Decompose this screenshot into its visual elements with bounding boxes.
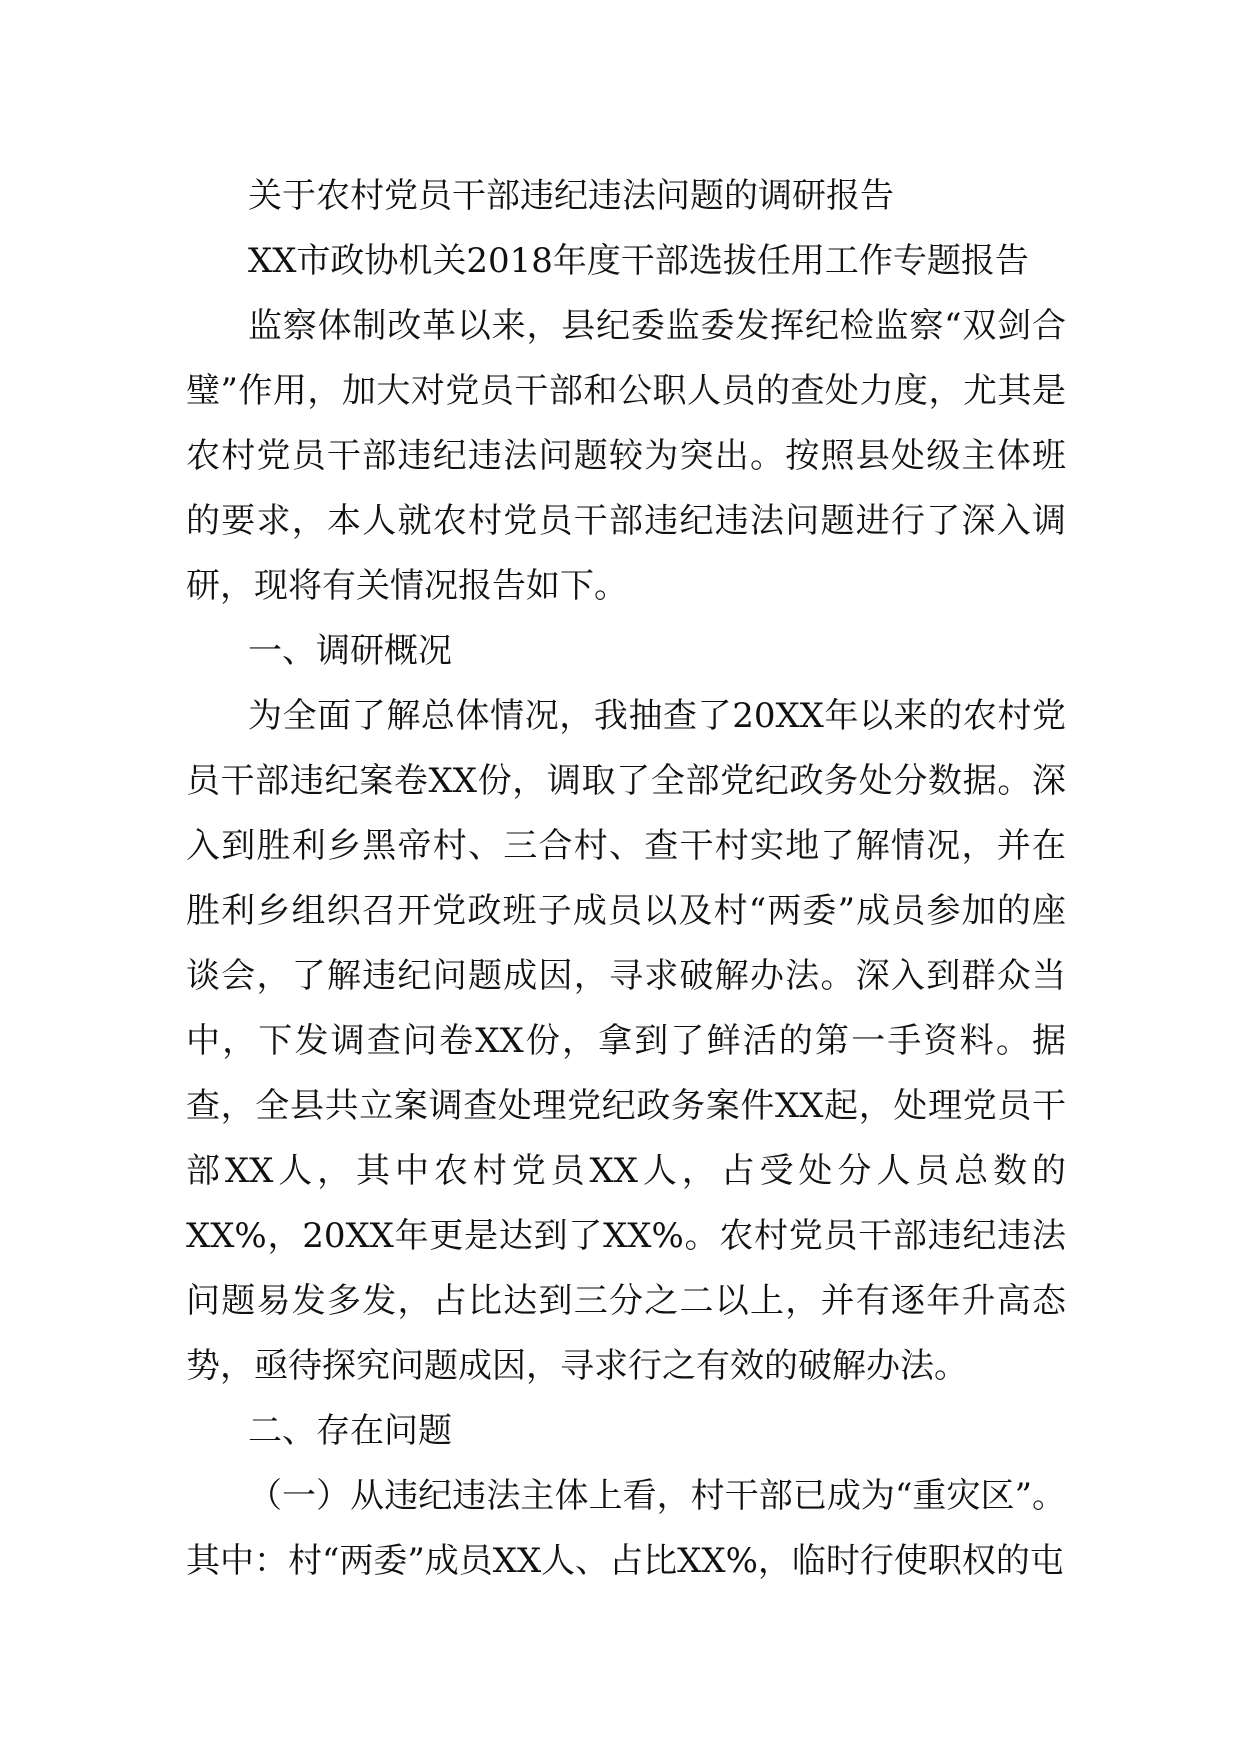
subsection-1-paragraph: （一）从违纪违法主体上看，村干部已成为“重灾区”。其中：村“两委”成员XX人、占比XX%，临时行使职权的屯 bbox=[186, 1476, 1066, 1581]
document-title: 关于农村党员干部违纪违法问题的调研报告 bbox=[248, 176, 894, 216]
section-heading-2: 二、存在问题 bbox=[248, 1411, 452, 1451]
document-subtitle: XX市政协机关2018年度干部选拔任用工作专题报告 bbox=[248, 241, 1029, 281]
section-heading-1: 一、调研概况 bbox=[248, 631, 452, 671]
document-body bbox=[186, 164, 1066, 1594]
section-1-paragraph: 为全面了解总体情况，我抽查了20XX年以来的农村党员干部违纪案卷XX份，调取了全部党纪政务处分数据。深入到胜利乡黑帝村、三合村、查干村实地了解情况，并在胜利乡组织召开党政班子成员以及村“两委”成员参加的座谈会，了解违纪问题成因，寻求破解办法。深入到群众当中，下发调查问卷XX份，拿到了鲜活的第一手资料。据查，全县共立案调查处理党纪政务案件XX起，处理党员干部XX人，其中农村党员XX人，占受处分人员总数的XX%，20XX年更是达到了XX%。农村党员干部违纪违法问题易发多发，占比达到三分之二以上，并有逐年升高态势，亟待探究问题成因，寻求行之有效的破解办法。 bbox=[186, 696, 1066, 1386]
intro-paragraph: 监察体制改革以来，县纪委监委发挥纪检监察“双剑合璧”作用，加大对党员干部和公职人员的查处力度，尤其是农村党员干部违纪违法问题较为突出。按照县处级主体班的要求，本人就农村党员干部违纪违法问题进行了深入调研，现将有关情况报告如下。 bbox=[186, 306, 1066, 606]
